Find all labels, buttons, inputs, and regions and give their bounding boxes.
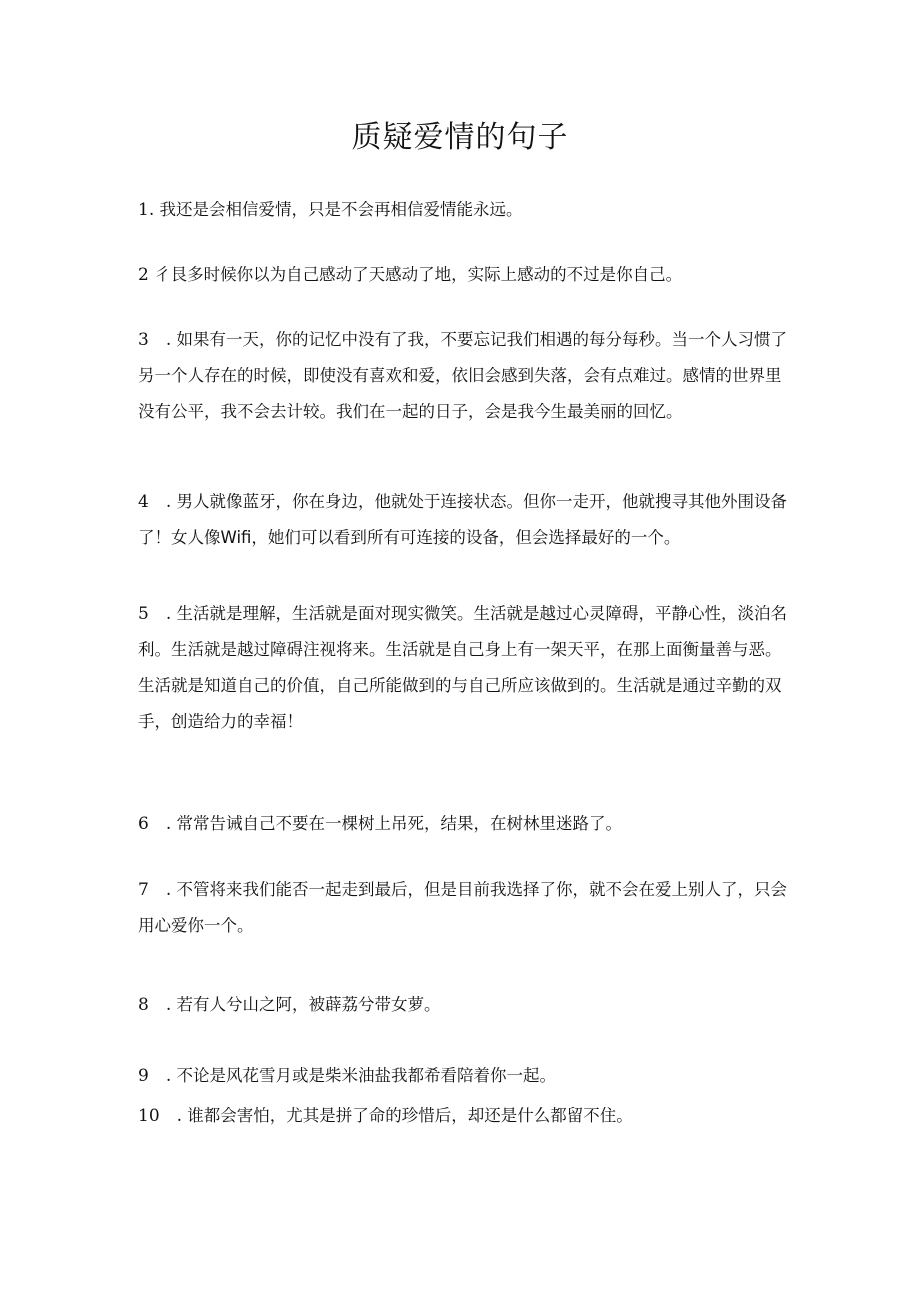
item-number: 2 (138, 265, 149, 285)
item-number: 9 . (138, 1066, 172, 1086)
item-number: 4 . (138, 492, 172, 512)
list-item (138, 1098, 788, 1134)
list-item (138, 257, 788, 293)
item-text: 不论是风花雪月或是柴米油盐我都希看陪着你一起。 (176, 1066, 556, 1085)
document-title: 质疑爱情的句子 (351, 120, 569, 155)
item-number: 3 . (138, 330, 172, 350)
item-text: 生活就是理解，生活就是面对现实微笑。生活就是越过心灵障碍，平静心性，淡泊名利。生活就是越过障碍注视将来。生活就是自己身上有一架天平，在那上面衡量善与恶。生活就是知道自己的价值，自己所能做到的与自己所应该做到的。生活就是通过辛勤的双手，创造给力的幸福！ (138, 604, 787, 731)
item-text: 彳艮多时候你以为自己感动了天感动了地，实际上感动的不过是你自己。 (154, 265, 683, 284)
item-text: 如果有一天，你的记忆中没有了我，不要忘记我们相遇的每分每秒。当一个人习惯了另一个人存在的时候，即使没有喜欢和爱，依旧会感到失落，会有点难过。感情的世界里没有公平，我不会去计较。我们在一起的日子，会是我今生最美丽的回忆。 (138, 330, 787, 421)
list-item (138, 322, 788, 430)
list-item (138, 596, 788, 740)
list-item (138, 806, 788, 842)
item-number: 10 . (138, 1106, 183, 1126)
list-item (138, 484, 788, 556)
item-number: 6 . (138, 814, 172, 834)
item-text: 不管将来我们能否一起走到最后，但是目前我选择了你，就不会在爱上别人了，只会用心爱你一个。 (138, 880, 787, 935)
list-item (138, 192, 788, 228)
item-number: 8 . (138, 995, 172, 1015)
item-text: 若有人兮山之阿，被薜荔兮带女萝。 (176, 995, 441, 1014)
list-item (138, 872, 788, 944)
item-text: 我还是会相信爱情，只是不会再相信爱情能永远。 (159, 200, 523, 219)
item-text: 男人就像蓝牙，你在身边，他就处于连接状态。但你一走开，他就搜寻其他外围设备了！女人像Wifi，她们可以看到所有可连接的设备，但会选择最好的一个。 (138, 492, 787, 547)
list-item (138, 1058, 788, 1094)
item-number: 1. (138, 200, 155, 220)
item-text: 谁都会害怕，尤其是拼了命的珍惜后，却还是什么都留不住。 (187, 1106, 633, 1125)
item-text: 常常告诫自己不要在一棵树上吊死，结果，在树林里迷路了。 (176, 814, 622, 833)
item-number: 5 . (138, 604, 172, 624)
item-number: 7 . (138, 880, 172, 900)
list-item (138, 987, 788, 1023)
